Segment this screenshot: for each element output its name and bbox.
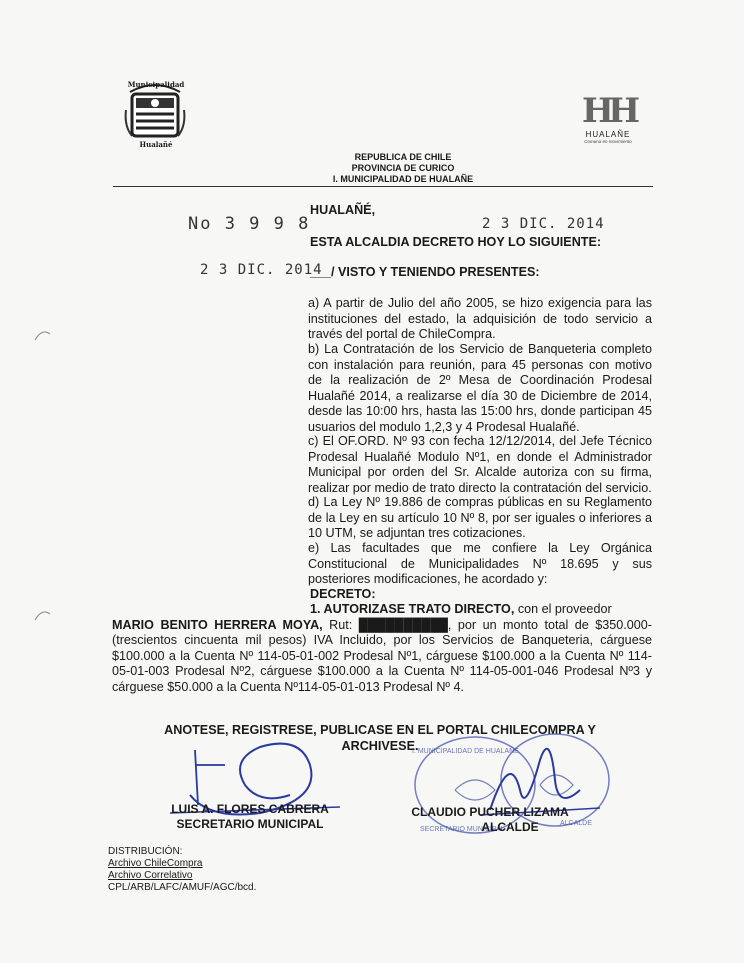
signatory-left-name: LUIS A. FLORES CABRERA bbox=[171, 802, 329, 816]
decreto-item-lead-rest: con el proveedor bbox=[514, 602, 612, 616]
punch-hole-mark-icon bbox=[32, 326, 52, 346]
paragraph-a-text: a) A partir de Julio del año 2005, se hizo exigencia para las instituciones del estado, la adquisición de todo servicio a través del portal de ChileCompra. bbox=[308, 296, 652, 342]
hualane-brand-logo bbox=[578, 91, 638, 144]
closing-formula: ANOTESE, REGISTRESE, PUBLICASE EN EL PORTAL CHILECOMPRA Y ARCHIVESE. bbox=[164, 723, 596, 753]
decreto-body bbox=[112, 602, 652, 696]
alcaldia-decreto-line: ESTA ALCALDIA DECRETO HOY LO SIGUIENTE: bbox=[310, 235, 602, 249]
paragraph-b-text: b) La Contratación de los Servicio de Banqueteria completo con instalación para reunión, para 45 personas con motivo de la realización de 2º Mesa de Coordinación Prodesal Hualañé 2014, a realizarse el día 30 de Diciembre de 2014, desde las 10:00 hrs, hasta las 15:00 hrs, donde participan 45 usuarios del modulo 1,2,3 y 4 Prodesal Hualañé. bbox=[308, 342, 652, 434]
decreto-title: DECRETO: bbox=[310, 587, 376, 601]
date-stamp-left: 2 3 DIC. 2014 bbox=[200, 262, 323, 278]
provider-name: MARIO BENITO HERRERA MOYA, bbox=[112, 617, 323, 632]
paragraph-d-text: d) La Ley Nº 19.886 de compras públicas en su Reglamento de la Ley en su artículo 10 Nº 8, por ser iguales o inferiores a 10 UTM, se adjuntan tres cotizaciones. bbox=[308, 495, 652, 541]
header-divider bbox=[113, 186, 653, 187]
seal-text-secretario: SECRETARIO MUNICIPAL bbox=[420, 826, 505, 833]
decreto-body-text: Rut: ██████████, por un monto total de $350.000- (trescientos cincuenta mil pesos) IVA Incluido, por los Servicios de Banqueteria, cárguese $100.000 a la Cuenta Nº 114-05-01-002 Prodesal Nº1, cárguese $100.000 a la Cuenta Nº 114-05-01-003 Prodesal Nº2, cárguese $100.000 a la Cuenta Nº 114-05-001-046 Prodesal Nº3 y cárguese $50.000 a la Cuenta Nº114-05-01-013 Prodesal Nº 4. bbox=[112, 617, 652, 694]
distribution-item: Archivo ChileCompra bbox=[108, 858, 203, 869]
paragraph-e-text: e) Las facultades que me confiere la Ley Orgánica Constitucional de Municipalidades Nº 18.695 y sus posteriores modificaciones, he acordado y: bbox=[308, 541, 652, 587]
distribution-item: CPL/ARB/LAFC/AMUF/AGC/bcd. bbox=[108, 882, 257, 893]
signatory-right-name: CLAUDIO PUCHER LIZAMA bbox=[411, 805, 569, 819]
signatory-left-title: SECRETARIO MUNICIPAL bbox=[176, 817, 324, 831]
paragraph-c bbox=[112, 434, 652, 496]
decree-number-stamp: No 3 9 9 8 bbox=[188, 214, 311, 234]
header-provincia: PROVINCIA DE CURICO bbox=[351, 163, 455, 173]
punch-hole-mark-icon bbox=[32, 606, 52, 626]
paragraph-b bbox=[112, 342, 652, 436]
paragraph-a bbox=[112, 296, 652, 343]
decreto-item-lead: 1. AUTORIZASE TRATO DIRECTO, bbox=[310, 602, 515, 616]
paragraph-d bbox=[112, 495, 652, 542]
distribution-title: DISTRIBUCIÓN: bbox=[108, 846, 183, 857]
signatory-right-title: ALCALDE bbox=[481, 820, 539, 834]
logo-bottom-text: Hualañé bbox=[139, 140, 173, 149]
logo-top-text: Municipalidad bbox=[127, 80, 185, 89]
place-line: HUALAÑÉ, bbox=[310, 203, 376, 217]
brand-name: HUALAÑE bbox=[585, 130, 631, 139]
header-municipalidad: I. MUNICIPALIDAD DE HUALAÑE bbox=[332, 174, 474, 184]
seal-text-alcalde: ALCALDE bbox=[560, 820, 592, 827]
visto-line: ___/ VISTO Y TENIENDO PRESENTES: bbox=[310, 265, 540, 279]
header-republica: REPUBLICA DE CHILE bbox=[354, 152, 452, 162]
date-stamp-top: 2 3 DIC. 2014 bbox=[482, 216, 605, 232]
brand-mark: HH bbox=[581, 91, 635, 131]
paragraph-e bbox=[112, 541, 652, 588]
brand-tagline: Comuna en movimiento bbox=[584, 139, 632, 144]
paragraph-c-text: c) El OF.ORD. Nº 93 con fecha 12/12/2014, del Jefe Técnico Prodesal Hualañé Modulo Nº1, en donde el Administrador Municipal por orden del Sr. Alcalde autoriza con su firma, realizar por medio de trato directo la contratación del servicio. bbox=[308, 434, 652, 495]
distribution-item: Archivo Correlativo bbox=[108, 870, 193, 881]
seal-text-top: I. MUNICIPALIDAD DE HUALAÑE bbox=[412, 748, 519, 755]
